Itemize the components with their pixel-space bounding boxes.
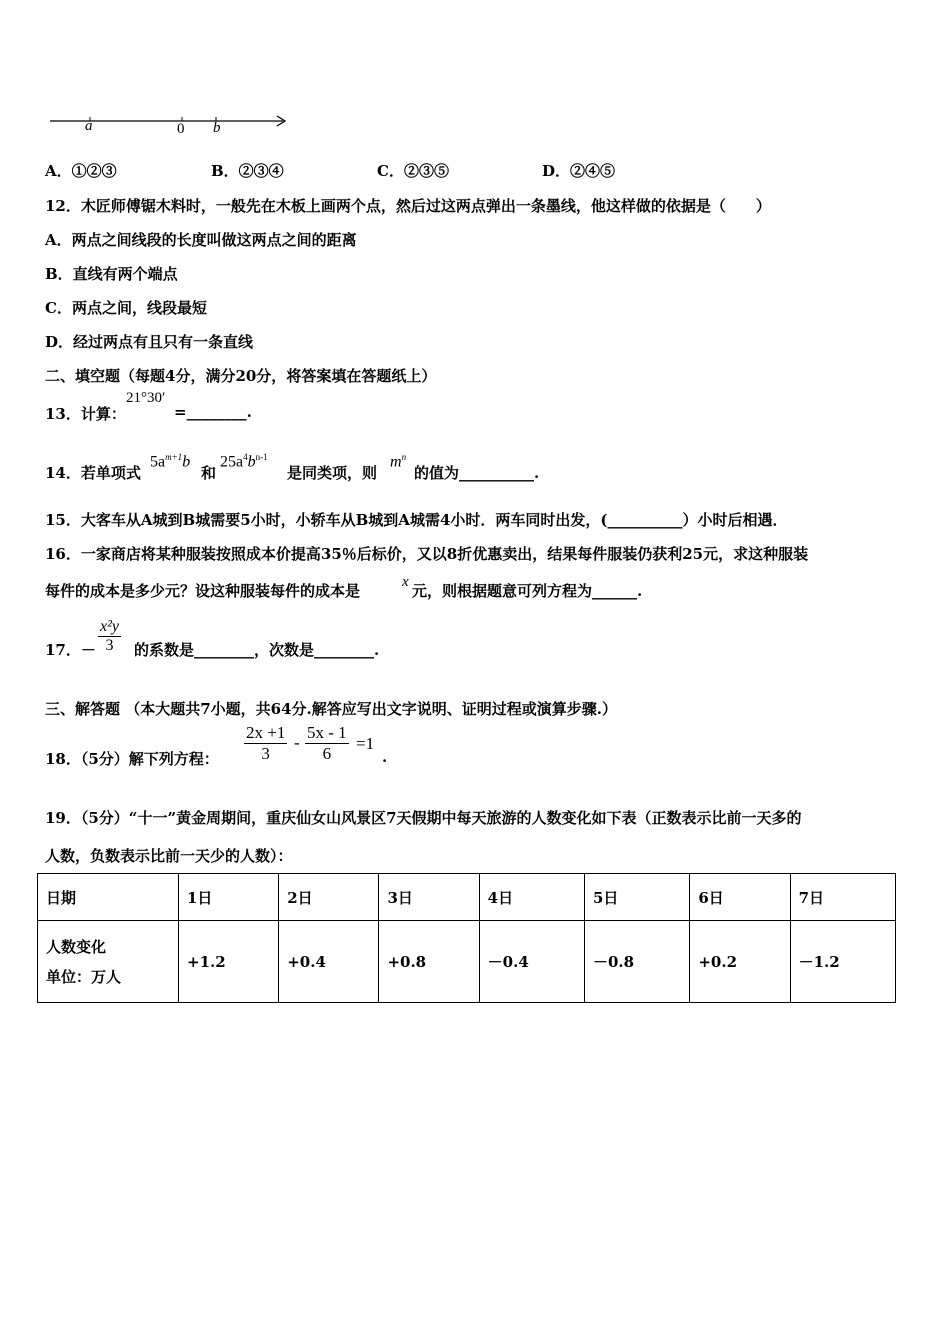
q18-fraction-2: $\frac{5x - 1}{6}$ — [307, 723, 347, 763]
q12-option-b[interactable]: B．直线有两个端点 — [45, 265, 178, 283]
table-cell: +0.2 — [690, 921, 790, 1003]
table-header-cell: 4日 — [479, 874, 584, 921]
q19-line-2: 人数，负数表示比前一天少的人数）： — [45, 847, 293, 865]
q19-line-1: 19．（5分）“十一”黄金周期间，重庆仙女山风景区7天假期中每天旅游的人数变化如下表（正数表示比前一天多的 — [45, 809, 802, 827]
q14-answer-blank[interactable]: 的值为__________. — [414, 464, 540, 482]
table-cell: +0.8 — [379, 921, 479, 1003]
table-header-cell: 1日 — [179, 874, 279, 921]
row-label-line-2: 单位：万人 — [46, 967, 122, 986]
table-header-cell: 6日 — [690, 874, 790, 921]
q18-end: . — [382, 748, 388, 766]
numberline-label-zero: 0 — [177, 121, 185, 137]
table-header-cell: 3日 — [379, 874, 479, 921]
q12-option-c[interactable]: C．两点之间，线段最短 — [45, 299, 207, 317]
q14-condition: 是同类项，则 — [287, 464, 378, 482]
tourist-change-table — [37, 873, 896, 1003]
table-header-cell: 日期 — [38, 874, 179, 921]
q17-answer-blanks[interactable]: 的系数是________，次数是________. — [134, 641, 380, 659]
section-3-heading: 三、解答题 （本大题共7小题，共64分.解答应写出文字说明、证明过程或演算步骤.） — [45, 700, 617, 718]
q11-option-a[interactable]: A．①②③ — [45, 162, 117, 180]
q18-minus: - — [294, 733, 300, 752]
table-cell: －0.4 — [479, 921, 584, 1003]
table-row-label — [38, 921, 179, 1003]
q13-prefix: 13．计算： — [45, 405, 126, 423]
q17-prefix: 17．－ — [45, 641, 96, 659]
q12-stem: 12．木匠师傅锯木料时，一般先在木板上画两个点，然后过这两点弹出一条墨线，他这样做的依据是（ ） — [45, 197, 771, 215]
q14-monomial-1: $5a^{m+1}b$ — [150, 452, 191, 471]
q17-fraction: $\frac{\text{x²y}}{3}$ — [100, 618, 119, 654]
q16-variable-x: x — [402, 574, 409, 590]
q11-option-b[interactable]: B．②③④ — [211, 162, 284, 180]
q16-line-1: 16．一家商店将某种服装按照成本价提高35％后标价，又以8折优惠卖出，结果每件服装仍获利25元，求这种服装 — [45, 545, 809, 563]
table-cell: －1.2 — [790, 921, 895, 1003]
q16-line-2a: 每件的成本是多少元？设这种服装每件的成本是 — [45, 582, 361, 600]
table-cell: －0.8 — [585, 921, 690, 1003]
q12-option-a[interactable]: A．两点之间线段的长度叫做这两点之间的距离 — [45, 231, 357, 249]
q18-prefix: 18．（5分）解下列方程： — [45, 750, 219, 768]
table-header-row — [38, 874, 896, 921]
row-label-line-1: 人数变化 — [46, 937, 107, 956]
number-line — [45, 108, 295, 140]
table-header-cell: 7日 — [790, 874, 895, 921]
table-header-cell: 2日 — [279, 874, 379, 921]
q11-option-c[interactable]: C．②③⑤ — [377, 162, 449, 180]
table-cell: +1.2 — [179, 921, 279, 1003]
q14-power: $m^n$ — [390, 452, 407, 471]
q11-option-d[interactable]: D．②④⑤ — [542, 162, 616, 180]
section-2-heading: 二、填空题（每题4分，满分20分，将答案填在答题纸上） — [45, 367, 437, 385]
q14-prefix: 14．若单项式 — [45, 464, 141, 482]
table-cell: +0.4 — [279, 921, 379, 1003]
q13-answer-blank[interactable]: =________. — [174, 403, 252, 421]
q18-rhs: =1 — [356, 734, 375, 753]
table-header-cell: 5日 — [585, 874, 690, 921]
q14-monomial-2: $25a^4b^{n-1}$ — [220, 452, 268, 471]
q13-expression: 21°30′ — [126, 390, 166, 406]
q14-and: 和 — [201, 464, 217, 482]
q15-text: 15．大客车从A城到B城需要5小时，小轿车从B城到A城需4小时．两车同时出发，(__________）小时后相遇． — [45, 511, 788, 529]
q16-line-2b[interactable]: 元，则根据题意可列方程为______. — [412, 582, 643, 600]
numberline-label-a: a — [85, 118, 93, 134]
q12-option-d[interactable]: D．经过两点有且只有一条直线 — [45, 333, 254, 351]
numberline-label-b: b — [213, 120, 221, 136]
q18-fraction-1: $\frac{2x +1}{3}$ — [246, 723, 286, 763]
table-row — [38, 921, 896, 1003]
